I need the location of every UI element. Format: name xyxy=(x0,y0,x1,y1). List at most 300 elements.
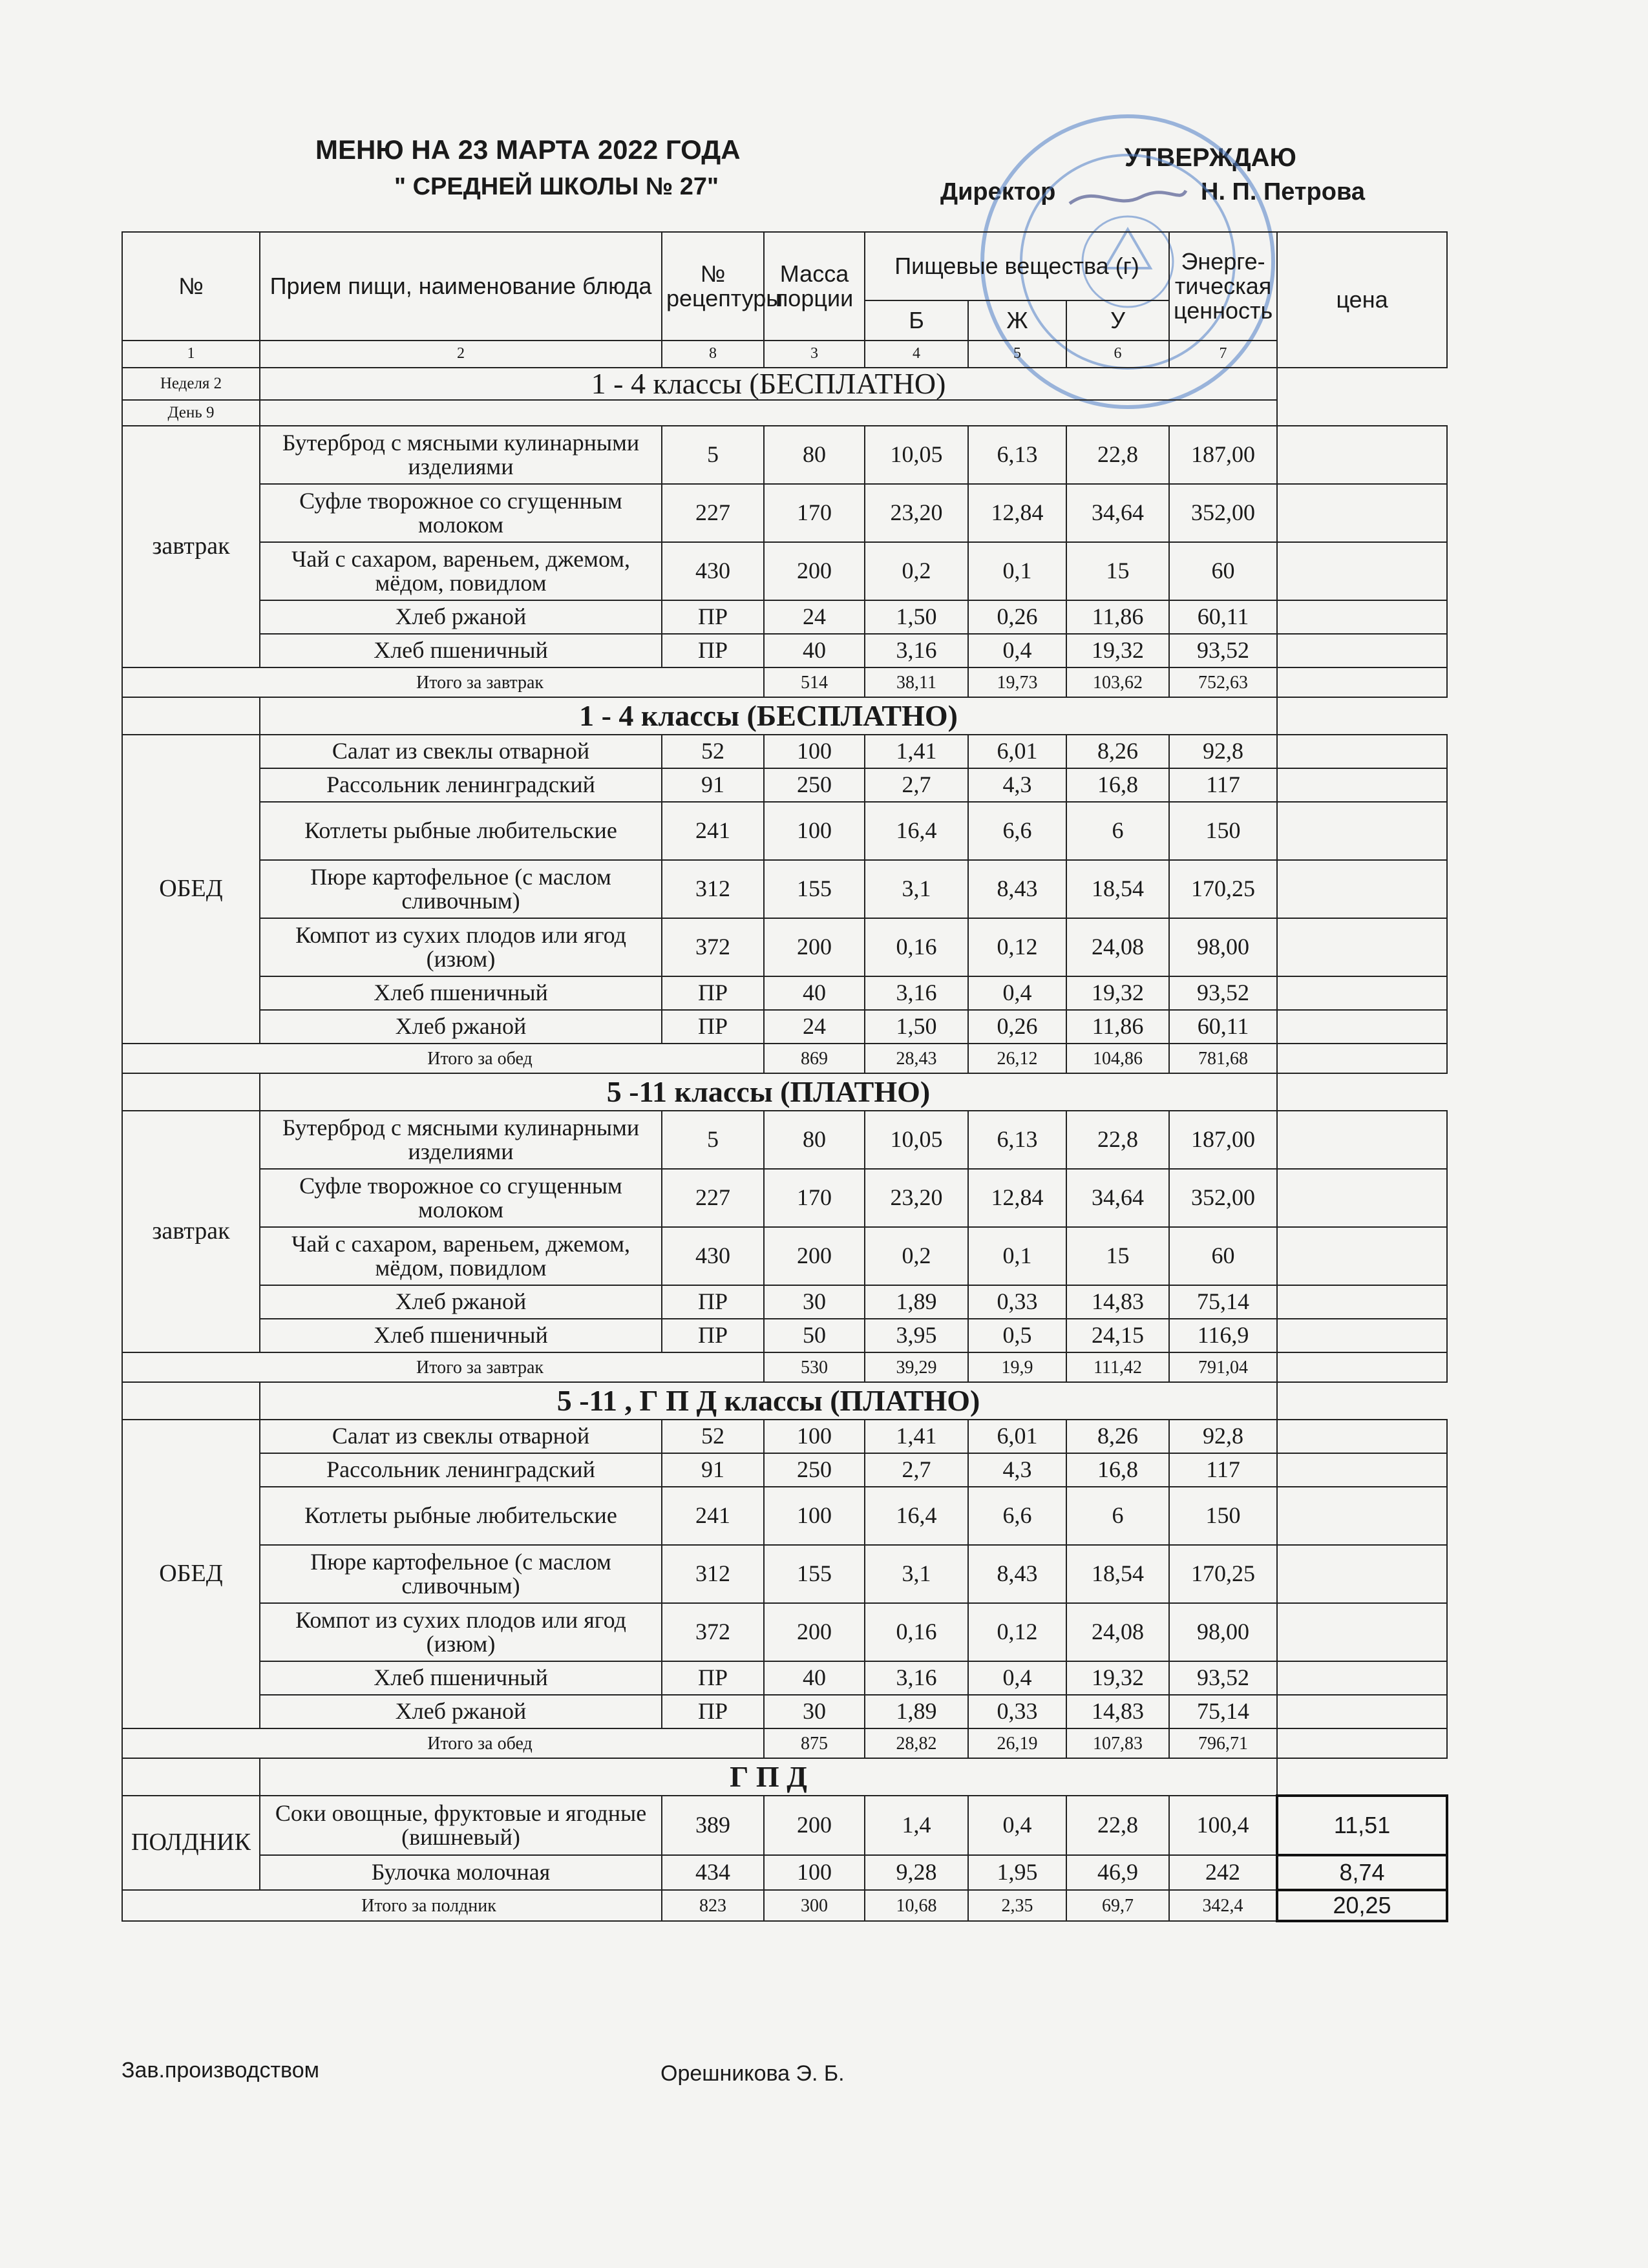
total-value: 26,12 xyxy=(968,1044,1066,1073)
fat-value: 12,84 xyxy=(968,484,1066,542)
total-value: 103,62 xyxy=(1066,667,1169,697)
recipe-number: 434 xyxy=(662,1855,764,1890)
protein-value: 1,41 xyxy=(865,1420,968,1453)
col-name-header: Прием пищи, наименование блюда xyxy=(260,232,662,341)
fat-value: 0,4 xyxy=(968,976,1066,1010)
price-value xyxy=(1277,1487,1447,1545)
price-value xyxy=(1277,542,1447,600)
recipe-number: 227 xyxy=(662,1169,764,1227)
fat-value: 6,13 xyxy=(968,1111,1066,1169)
dish-name: Рассольник ленинградский xyxy=(260,768,662,802)
portion-mass: 24 xyxy=(764,1010,865,1044)
total-value: 796,71 xyxy=(1169,1728,1277,1758)
carb-value: 11,86 xyxy=(1066,600,1169,634)
table-row xyxy=(122,802,1447,860)
portion-mass: 200 xyxy=(764,1227,865,1285)
fat-value: 0,26 xyxy=(968,600,1066,634)
dish-name: Пюре картофельное (с маслом сливочным) xyxy=(260,860,662,918)
table-row xyxy=(122,1545,1447,1603)
carb-value: 16,8 xyxy=(1066,768,1169,802)
total-value: 875 xyxy=(764,1728,865,1758)
fat-value: 0,12 xyxy=(968,918,1066,976)
portion-mass: 30 xyxy=(764,1285,865,1319)
page-title: МЕНЮ НА 23 МАРТА 2022 ГОДА xyxy=(315,134,741,165)
col-num-header: № xyxy=(122,232,260,341)
energy-value: 100,4 xyxy=(1169,1796,1277,1855)
total-value: 530 xyxy=(764,1352,865,1382)
fat-value: 6,6 xyxy=(968,1487,1066,1545)
recipe-number: 52 xyxy=(662,735,764,768)
portion-mass: 155 xyxy=(764,860,865,918)
carb-value: 6 xyxy=(1066,1487,1169,1545)
recipe-number: 312 xyxy=(662,1545,764,1603)
dish-name: Хлеб пшеничный xyxy=(260,1319,662,1352)
recipe-number: ПР xyxy=(662,976,764,1010)
column-number-cell: 2 xyxy=(260,341,662,368)
energy-value: 150 xyxy=(1169,802,1277,860)
fat-value: 6,13 xyxy=(968,426,1066,484)
energy-value: 352,00 xyxy=(1169,1169,1277,1227)
section-title: 1 - 4 классы (БЕСПЛАТНО) xyxy=(260,368,1277,400)
fat-value: 1,95 xyxy=(968,1855,1066,1890)
carb-value: 34,64 xyxy=(1066,484,1169,542)
carb-value: 24,08 xyxy=(1066,1603,1169,1661)
total-value: 10,68 xyxy=(865,1890,968,1921)
protein-value: 1,50 xyxy=(865,600,968,634)
price-value xyxy=(1277,1319,1447,1352)
carb-value: 15 xyxy=(1066,1227,1169,1285)
total-value: 28,43 xyxy=(865,1044,968,1073)
protein-value: 3,1 xyxy=(865,860,968,918)
price-value xyxy=(1277,600,1447,634)
protein-value: 0,2 xyxy=(865,542,968,600)
carb-value: 24,15 xyxy=(1066,1319,1169,1352)
price-value xyxy=(1277,634,1447,667)
total-value: 28,82 xyxy=(865,1728,968,1758)
dish-name: Суфле творожное со сгущенным молоком xyxy=(260,1169,662,1227)
week-label: Неделя 2 xyxy=(122,368,260,400)
meal-label: ОБЕД xyxy=(122,735,260,1044)
energy-value: 170,25 xyxy=(1169,860,1277,918)
column-number-cell: 4 xyxy=(865,341,968,368)
protein-value: 9,28 xyxy=(865,1855,968,1890)
empty-cell xyxy=(122,1758,260,1796)
carb-value: 22,8 xyxy=(1066,1796,1169,1855)
total-value: 781,68 xyxy=(1169,1044,1277,1073)
recipe-number: ПР xyxy=(662,1319,764,1352)
dish-name: Соки овощные, фруктовые и ягодные (вишневый) xyxy=(260,1796,662,1855)
fat-value: 0,33 xyxy=(968,1695,1066,1728)
total-value: 869 xyxy=(764,1044,865,1073)
meal-label: завтрак xyxy=(122,1111,260,1352)
table-row xyxy=(122,1487,1447,1545)
protein-value: 1,4 xyxy=(865,1796,968,1855)
dish-name: Котлеты рыбные любительские xyxy=(260,1487,662,1545)
protein-value: 1,41 xyxy=(865,735,968,768)
section-title: 1 - 4 классы (БЕСПЛАТНО) xyxy=(260,697,1277,735)
total-value: 342,4 xyxy=(1169,1890,1277,1921)
price-value: 8,74 xyxy=(1277,1855,1447,1890)
energy-value: 60,11 xyxy=(1169,1010,1277,1044)
portion-mass: 40 xyxy=(764,976,865,1010)
price-value xyxy=(1277,1111,1447,1169)
fat-value: 0,4 xyxy=(968,1796,1066,1855)
meal-label: ПОЛДНИК xyxy=(122,1796,260,1890)
price-value xyxy=(1277,976,1447,1010)
fat-value: 6,01 xyxy=(968,1420,1066,1453)
portion-mass: 50 xyxy=(764,1319,865,1352)
energy-value: 75,14 xyxy=(1169,1695,1277,1728)
dish-name: Хлеб пшеничный xyxy=(260,1661,662,1695)
col-recipe-header: № рецептуры xyxy=(662,232,764,341)
section-title-row xyxy=(122,1073,1447,1111)
recipe-number: 91 xyxy=(662,1453,764,1487)
price-value xyxy=(1277,768,1447,802)
protein-value: 3,16 xyxy=(865,976,968,1010)
table-row xyxy=(122,1010,1447,1044)
column-number-cell: 5 xyxy=(968,341,1066,368)
portion-mass: 100 xyxy=(764,1855,865,1890)
section-title-row xyxy=(122,697,1447,735)
carb-value: 14,83 xyxy=(1066,1285,1169,1319)
total-value: 111,42 xyxy=(1066,1352,1169,1382)
recipe-number: 312 xyxy=(662,860,764,918)
column-number-cell: 3 xyxy=(764,341,865,368)
protein-value: 16,4 xyxy=(865,802,968,860)
price-value xyxy=(1277,1545,1447,1603)
recipe-number: 430 xyxy=(662,1227,764,1285)
price-value xyxy=(1277,735,1447,768)
carb-value: 8,26 xyxy=(1066,735,1169,768)
carb-value: 24,08 xyxy=(1066,918,1169,976)
protein-value: 3,16 xyxy=(865,634,968,667)
fat-value: 6,6 xyxy=(968,802,1066,860)
portion-mass: 200 xyxy=(764,1603,865,1661)
price-value xyxy=(1277,484,1447,542)
price-value: 11,51 xyxy=(1277,1796,1447,1855)
energy-value: 60 xyxy=(1169,1227,1277,1285)
carb-value: 18,54 xyxy=(1066,1545,1169,1603)
recipe-number: 241 xyxy=(662,1487,764,1545)
table-row xyxy=(122,1661,1447,1695)
dish-name: Котлеты рыбные любительские xyxy=(260,802,662,860)
total-value: 26,19 xyxy=(968,1728,1066,1758)
director-label: Директор xyxy=(940,178,1056,205)
fat-value: 4,3 xyxy=(968,768,1066,802)
carb-value: 16,8 xyxy=(1066,1453,1169,1487)
table-row xyxy=(122,1420,1447,1453)
table-row xyxy=(122,1169,1447,1227)
portion-mass: 80 xyxy=(764,1111,865,1169)
portion-mass: 100 xyxy=(764,802,865,860)
energy-value: 75,14 xyxy=(1169,1285,1277,1319)
approval-label: УТВЕРЖДАЮ xyxy=(1125,143,1296,172)
section-title: 5 -11 , Г П Д классы (ПЛАТНО) xyxy=(260,1382,1277,1420)
recipe-number: 5 xyxy=(662,426,764,484)
column-number-cell: 8 xyxy=(662,341,764,368)
dish-name: Салат из свеклы отварной xyxy=(260,735,662,768)
energy-value: 242 xyxy=(1169,1855,1277,1890)
dish-name: Хлеб пшеничный xyxy=(260,634,662,667)
recipe-number: ПР xyxy=(662,1661,764,1695)
dish-name: Компот из сухих плодов или ягод (изюм) xyxy=(260,1603,662,1661)
protein-value: 23,20 xyxy=(865,1169,968,1227)
total-row xyxy=(122,1890,1447,1921)
section-title-row xyxy=(122,1382,1447,1420)
recipe-number: 372 xyxy=(662,1603,764,1661)
protein-value: 23,20 xyxy=(865,484,968,542)
dish-name: Пюре картофельное (с маслом сливочным) xyxy=(260,1545,662,1603)
portion-mass: 24 xyxy=(764,600,865,634)
total-value: 752,63 xyxy=(1169,667,1277,697)
energy-value: 187,00 xyxy=(1169,1111,1277,1169)
protein-value: 3,16 xyxy=(865,1661,968,1695)
price-value xyxy=(1277,1010,1447,1044)
column-number-cell: 7 xyxy=(1169,341,1277,368)
fat-value: 12,84 xyxy=(968,1169,1066,1227)
col-u-header: У xyxy=(1066,300,1169,341)
footer-position-label: Зав.производством xyxy=(121,2058,319,2083)
protein-value: 0,2 xyxy=(865,1227,968,1285)
price-value xyxy=(1277,1169,1447,1227)
protein-value: 2,7 xyxy=(865,1453,968,1487)
table-row xyxy=(122,542,1447,600)
fat-value: 0,26 xyxy=(968,1010,1066,1044)
fat-value: 6,01 xyxy=(968,735,1066,768)
carb-value: 19,32 xyxy=(1066,1661,1169,1695)
empty-cell xyxy=(122,1382,260,1420)
energy-value: 93,52 xyxy=(1169,1661,1277,1695)
table-row xyxy=(122,1453,1447,1487)
col-b-header: Б xyxy=(865,300,968,341)
price-value xyxy=(1277,426,1447,484)
total-row xyxy=(122,1044,1447,1073)
empty-cell xyxy=(260,400,1277,426)
total-value: 38,11 xyxy=(865,667,968,697)
total-value xyxy=(1277,1728,1447,1758)
carb-value: 22,8 xyxy=(1066,1111,1169,1169)
energy-value: 352,00 xyxy=(1169,484,1277,542)
col-price-header: цена xyxy=(1277,232,1447,368)
energy-value: 187,00 xyxy=(1169,426,1277,484)
table-row xyxy=(122,1285,1447,1319)
col-energy-header: Энерге-тическая ценность xyxy=(1169,232,1277,341)
energy-value: 98,00 xyxy=(1169,918,1277,976)
fat-value: 8,43 xyxy=(968,1545,1066,1603)
total-value: 2,35 xyxy=(968,1890,1066,1921)
dish-name: Бутерброд с мясными кулинарными изделиями xyxy=(260,1111,662,1169)
energy-value: 93,52 xyxy=(1169,634,1277,667)
fat-value: 0,4 xyxy=(968,1661,1066,1695)
table-row xyxy=(122,426,1447,484)
dish-name: Чай с сахаром, вареньем, джемом, мёдом, повидлом xyxy=(260,542,662,600)
carb-value: 11,86 xyxy=(1066,1010,1169,1044)
portion-mass: 100 xyxy=(764,735,865,768)
price-value xyxy=(1277,1453,1447,1487)
table-row xyxy=(122,484,1447,542)
portion-mass: 40 xyxy=(764,1661,865,1695)
energy-value: 93,52 xyxy=(1169,976,1277,1010)
total-value: 300 xyxy=(764,1890,865,1921)
total-value: 39,29 xyxy=(865,1352,968,1382)
col-mass-header: Масса порции xyxy=(764,232,865,341)
section-title: Г П Д xyxy=(260,1758,1277,1796)
director-name: Н. П. Петрова xyxy=(1201,178,1365,205)
protein-value: 16,4 xyxy=(865,1487,968,1545)
total-value: 791,04 xyxy=(1169,1352,1277,1382)
dish-name: Хлеб ржаной xyxy=(260,1285,662,1319)
protein-value: 3,1 xyxy=(865,1545,968,1603)
table-row xyxy=(122,1855,1447,1890)
carb-value: 22,8 xyxy=(1066,426,1169,484)
price-value xyxy=(1277,1603,1447,1661)
portion-mass: 170 xyxy=(764,1169,865,1227)
total-row xyxy=(122,1728,1447,1758)
section-title: 5 -11 классы (ПЛАТНО) xyxy=(260,1073,1277,1111)
recipe-number: 227 xyxy=(662,484,764,542)
total-value: 69,7 xyxy=(1066,1890,1169,1921)
day-row xyxy=(122,400,1447,426)
protein-value: 1,50 xyxy=(865,1010,968,1044)
energy-value: 92,8 xyxy=(1169,735,1277,768)
total-value: 20,25 xyxy=(1277,1890,1447,1921)
portion-mass: 200 xyxy=(764,1796,865,1855)
carb-value: 46,9 xyxy=(1066,1855,1169,1890)
week-row xyxy=(122,368,1447,400)
dish-name: Хлеб ржаной xyxy=(260,600,662,634)
energy-value: 170,25 xyxy=(1169,1545,1277,1603)
energy-value: 98,00 xyxy=(1169,1603,1277,1661)
price-value xyxy=(1277,1227,1447,1285)
total-value xyxy=(1277,1044,1447,1073)
protein-value: 0,16 xyxy=(865,918,968,976)
energy-value: 60,11 xyxy=(1169,600,1277,634)
price-value xyxy=(1277,1420,1447,1453)
total-value xyxy=(1277,667,1447,697)
total-value xyxy=(1277,1352,1447,1382)
protein-value: 3,95 xyxy=(865,1319,968,1352)
dish-name: Бутерброд с мясными кулинарными изделиями xyxy=(260,426,662,484)
price-value xyxy=(1277,1285,1447,1319)
total-label: Итого за обед xyxy=(122,1728,764,1758)
portion-mass: 80 xyxy=(764,426,865,484)
dish-name: Суфле творожное со сгущенным молоком xyxy=(260,484,662,542)
total-value: 19,9 xyxy=(968,1352,1066,1382)
total-value: 107,83 xyxy=(1066,1728,1169,1758)
recipe-number: 5 xyxy=(662,1111,764,1169)
dish-name: Компот из сухих плодов или ягод (изюм) xyxy=(260,918,662,976)
recipe-number: 372 xyxy=(662,918,764,976)
table-row xyxy=(122,1796,1447,1855)
table-row xyxy=(122,976,1447,1010)
day-label: День 9 xyxy=(122,400,260,426)
col-zh-header: Ж xyxy=(968,300,1066,341)
energy-value: 116,9 xyxy=(1169,1319,1277,1352)
energy-value: 117 xyxy=(1169,768,1277,802)
protein-value: 10,05 xyxy=(865,1111,968,1169)
table-row xyxy=(122,1695,1447,1728)
portion-mass: 100 xyxy=(764,1487,865,1545)
table-row xyxy=(122,1111,1447,1169)
price-value xyxy=(1277,1661,1447,1695)
total-value: 19,73 xyxy=(968,667,1066,697)
total-value: 823 xyxy=(662,1890,764,1921)
table-row xyxy=(122,860,1447,918)
dish-name: Булочка молочная xyxy=(260,1855,662,1890)
portion-mass: 155 xyxy=(764,1545,865,1603)
total-row xyxy=(122,1352,1447,1382)
price-value xyxy=(1277,918,1447,976)
energy-value: 117 xyxy=(1169,1453,1277,1487)
empty-cell xyxy=(122,1073,260,1111)
col-nutrients-header: Пищевые вещества (г) xyxy=(865,232,1169,300)
footer-signature-name: Орешникова Э. Б. xyxy=(660,2061,845,2086)
page-subtitle: " СРЕДНЕЙ ШКОЛЫ № 27" xyxy=(394,173,719,200)
carb-value: 19,32 xyxy=(1066,976,1169,1010)
total-label: Итого за завтрак xyxy=(122,1352,764,1382)
table-row xyxy=(122,735,1447,768)
dish-name: Хлеб пшеничный xyxy=(260,976,662,1010)
column-number-cell: 1 xyxy=(122,341,260,368)
recipe-number: 430 xyxy=(662,542,764,600)
total-value: 104,86 xyxy=(1066,1044,1169,1073)
table-row xyxy=(122,1319,1447,1352)
total-value: 514 xyxy=(764,667,865,697)
carb-value: 15 xyxy=(1066,542,1169,600)
price-value xyxy=(1277,802,1447,860)
fat-value: 4,3 xyxy=(968,1453,1066,1487)
menu-table xyxy=(121,231,1448,1922)
fat-value: 0,33 xyxy=(968,1285,1066,1319)
recipe-number: ПР xyxy=(662,634,764,667)
protein-value: 0,16 xyxy=(865,1603,968,1661)
carb-value: 19,32 xyxy=(1066,634,1169,667)
total-label: Итого за полдник xyxy=(122,1890,662,1921)
recipe-number: ПР xyxy=(662,1285,764,1319)
recipe-number: 52 xyxy=(662,1420,764,1453)
table-row xyxy=(122,600,1447,634)
recipe-number: ПР xyxy=(662,600,764,634)
carb-value: 34,64 xyxy=(1066,1169,1169,1227)
energy-value: 150 xyxy=(1169,1487,1277,1545)
portion-mass: 200 xyxy=(764,542,865,600)
column-number-cell: 6 xyxy=(1066,341,1169,368)
dish-name: Чай с сахаром, вареньем, джемом, мёдом, повидлом xyxy=(260,1227,662,1285)
carb-value: 18,54 xyxy=(1066,860,1169,918)
price-value xyxy=(1277,860,1447,918)
total-label: Итого за обед xyxy=(122,1044,764,1073)
dish-name: Хлеб ржаной xyxy=(260,1010,662,1044)
portion-mass: 100 xyxy=(764,1420,865,1453)
protein-value: 10,05 xyxy=(865,426,968,484)
fat-value: 0,1 xyxy=(968,1227,1066,1285)
fat-value: 0,12 xyxy=(968,1603,1066,1661)
portion-mass: 170 xyxy=(764,484,865,542)
empty-cell xyxy=(122,697,260,735)
table-row xyxy=(122,1603,1447,1661)
energy-value: 92,8 xyxy=(1169,1420,1277,1453)
price-value xyxy=(1277,1695,1447,1728)
recipe-number: 91 xyxy=(662,768,764,802)
protein-value: 2,7 xyxy=(865,768,968,802)
total-row xyxy=(122,667,1447,697)
table-row xyxy=(122,768,1447,802)
portion-mass: 250 xyxy=(764,1453,865,1487)
section-title-row xyxy=(122,1758,1447,1796)
column-number-row xyxy=(122,341,1447,368)
table-row xyxy=(122,1227,1447,1285)
energy-value: 60 xyxy=(1169,542,1277,600)
